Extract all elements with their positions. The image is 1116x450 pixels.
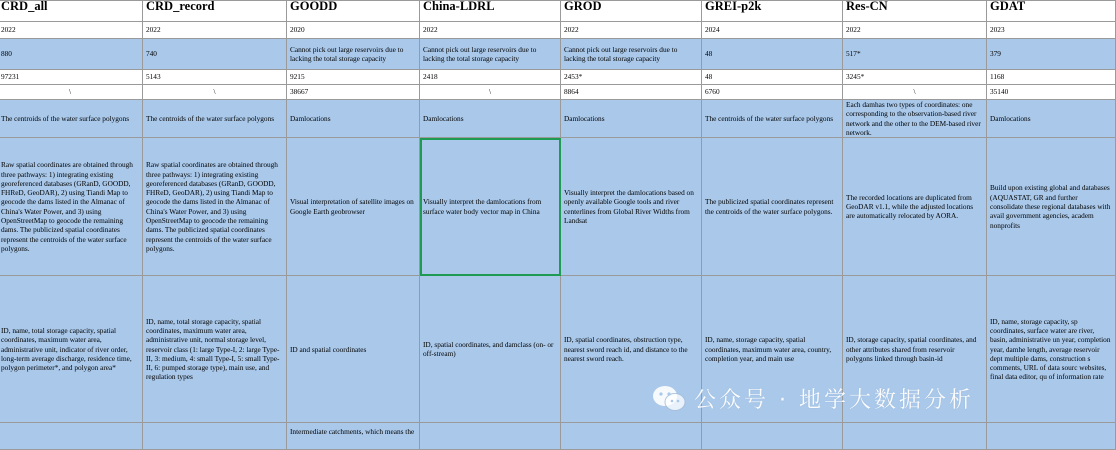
- table-row: [0, 276, 1116, 423]
- table-cell[interactable]: Damlocations: [561, 100, 702, 138]
- table-cell[interactable]: Damlocations: [287, 100, 420, 138]
- table-cell[interactable]: 880: [0, 39, 143, 70]
- table-cell[interactable]: 6760: [702, 85, 843, 100]
- table-cell[interactable]: 2024: [702, 22, 843, 39]
- table-cell[interactable]: 740: [143, 39, 287, 70]
- table-cell[interactable]: 97231: [0, 70, 143, 85]
- table-cell[interactable]: [987, 423, 1116, 450]
- table-row: [0, 85, 1116, 100]
- table-row: [0, 39, 1116, 70]
- column-header[interactable]: CRD_all: [0, 1, 143, 22]
- table-cell[interactable]: 35140: [987, 85, 1116, 100]
- table-cell[interactable]: [843, 423, 987, 450]
- table-cell[interactable]: Damlocations: [420, 100, 561, 138]
- table-cell[interactable]: \: [843, 85, 987, 100]
- table-cell[interactable]: Cannot pick out large reservoirs due to lacking the total storage capacity: [420, 39, 561, 70]
- header-row: [0, 1, 1116, 22]
- selected-cell[interactable]: Visually interpret the damlocations from surface water body vector map in China: [420, 138, 561, 276]
- watermark-text: 公众号 · 地学大数据分析: [694, 388, 974, 413]
- table-row: [0, 70, 1116, 85]
- table-row: [0, 22, 1116, 39]
- table-cell[interactable]: \: [0, 85, 143, 100]
- column-header[interactable]: China-LDRL: [420, 1, 561, 22]
- table-cell[interactable]: \: [143, 85, 287, 100]
- table-cell[interactable]: Visual interpretation of satellite images on Google Earth geobrowser: [287, 138, 420, 276]
- table-cell[interactable]: Cannot pick out large reservoirs due to lacking the total storage capacity: [561, 39, 702, 70]
- table-cell[interactable]: ID, spatial coordinates, and damclass (on- or off-stream): [420, 276, 561, 423]
- table-cell[interactable]: 3245*: [843, 70, 987, 85]
- table-cell[interactable]: 38667: [287, 85, 420, 100]
- table-cell[interactable]: ID, storage capacity, spatial coordinates, and other attributes shared from reservoir polygons linked through basin-id: [843, 276, 987, 423]
- table-cell[interactable]: 8864: [561, 85, 702, 100]
- table-cell[interactable]: 2418: [420, 70, 561, 85]
- column-header[interactable]: Res-CN: [843, 1, 987, 22]
- table-cell[interactable]: ID, name, storage capacity, spatial coordinates, maximum water area, country, completion year, and main use: [702, 276, 843, 423]
- table-cell[interactable]: [702, 423, 843, 450]
- table-cell[interactable]: Cannot pick out large reservoirs due to lacking the total storage capacity: [287, 39, 420, 70]
- table-cell[interactable]: 379: [987, 39, 1116, 70]
- table-cell[interactable]: Intermediate catchments, which means the: [287, 423, 420, 450]
- table-cell[interactable]: ID, spatial coordinates, obstruction type, nearest sword reach id, and distance to the nearest sword reach.: [561, 276, 702, 423]
- table-row: [0, 100, 1116, 138]
- table-cell[interactable]: 2453*: [561, 70, 702, 85]
- table-cell[interactable]: The centroids of the water surface polygons: [702, 100, 843, 138]
- table-cell[interactable]: 2022: [143, 22, 287, 39]
- column-header[interactable]: CRD_record: [143, 1, 287, 22]
- table-cell[interactable]: [0, 423, 143, 450]
- table-cell[interactable]: The centroids of the water surface polygons: [143, 100, 287, 138]
- table-cell[interactable]: The publicized spatial coordinates represent the centroids of the water surface polygons.: [702, 138, 843, 276]
- table-cell[interactable]: 2022: [561, 22, 702, 39]
- table-cell[interactable]: 2022: [843, 22, 987, 39]
- table-cell[interactable]: Each damhas two types of coordinates: one corresponding to the observation-based river network and the other to the DEM-based river network.: [843, 100, 987, 138]
- table-cell[interactable]: 2020: [287, 22, 420, 39]
- table-cell[interactable]: 9215: [287, 70, 420, 85]
- column-header[interactable]: GDAT: [987, 1, 1116, 22]
- table-cell[interactable]: 2022: [420, 22, 561, 39]
- table-cell[interactable]: ID, name, storage capacity, sp coordinates, surface water are river, basin, administrative un year, completion year, damhe length, average reservoir dept multiple dams, construction s comments, URL of data sourc websites, final data editor, qu of information rate: [987, 276, 1116, 423]
- column-header[interactable]: GROD: [561, 1, 702, 22]
- table-row: [0, 138, 1116, 276]
- table-cell[interactable]: Visually interpret the damlocations based on openly available Google tools and river centerlines from Global River Widths from Landsat: [561, 138, 702, 276]
- table-cell[interactable]: 48: [702, 39, 843, 70]
- table-cell[interactable]: Build upon existing global and databases (AQUASTAT, GR and further consolidate these regional databases with avail government agencies, academ nonprofits: [987, 138, 1116, 276]
- table-cell[interactable]: Raw spatial coordinates are obtained through three pathways: 1) integrating existing georeferenced databases (GRanD, GOODD, FHReD, GeoDAR), 2) using Tiandi Map to geocode the dams listed in the Almanac of China's Water Power, and 3) using OpenStreetMap to geocode the remaining dams. The publicized spatial coordinates represent the centroids of the water surface polygons.: [0, 138, 143, 276]
- table-cell[interactable]: 2022: [0, 22, 143, 39]
- table-cell[interactable]: [420, 423, 561, 450]
- table-cell[interactable]: Raw spatial coordinates are obtained through three pathways: 1) integrating existing georeferenced databases (GRanD, GOODD, FHReD, GeoDAR), 2) using Tiandi Map to geocode the dams listed in the Almanac of China's Water Power, and 3) using OpenStreetMap to geocode the remaining dams. The publicized spatial coordinates represent the centroids of the water surface polygons.: [143, 138, 287, 276]
- table-cell[interactable]: 2023: [987, 22, 1116, 39]
- table-cell[interactable]: 1168: [987, 70, 1116, 85]
- table-cell[interactable]: \: [420, 85, 561, 100]
- table-cell[interactable]: 5143: [143, 70, 287, 85]
- column-header[interactable]: GREI-p2k: [702, 1, 843, 22]
- column-header[interactable]: GOODD: [287, 1, 420, 22]
- table-cell[interactable]: ID, name, total storage capacity, spatial coordinates, maximum water area, administrative unit, normal storage level, reservoir class (1: large Type-I, 2: large Type-II, 3: medium, 4: small Type-I, 5: small Type-II, 6: pumped storage type), main use, and regulation types: [143, 276, 287, 423]
- table-cell[interactable]: ID, name, total storage capacity, spatial coordinates, maximum water area, administrative unit, indicator of river order, long-term average discharge, residence time, polygon perimeter*, and polygon area*: [0, 276, 143, 423]
- table-cell[interactable]: Damlocations: [987, 100, 1116, 138]
- table-cell[interactable]: [561, 423, 702, 450]
- table-cell[interactable]: 48: [702, 70, 843, 85]
- table-cell[interactable]: ID and spatial coordinates: [287, 276, 420, 423]
- table-cell[interactable]: [143, 423, 287, 450]
- table-cell[interactable]: The recorded locations are duplicated from GeoDAR v1.1, while the adjusted locations are automatically relocated by AORA.: [843, 138, 987, 276]
- table-cell[interactable]: The centroids of the water surface polygons: [0, 100, 143, 138]
- table-cell[interactable]: 517*: [843, 39, 987, 70]
- table-row: [0, 423, 1116, 450]
